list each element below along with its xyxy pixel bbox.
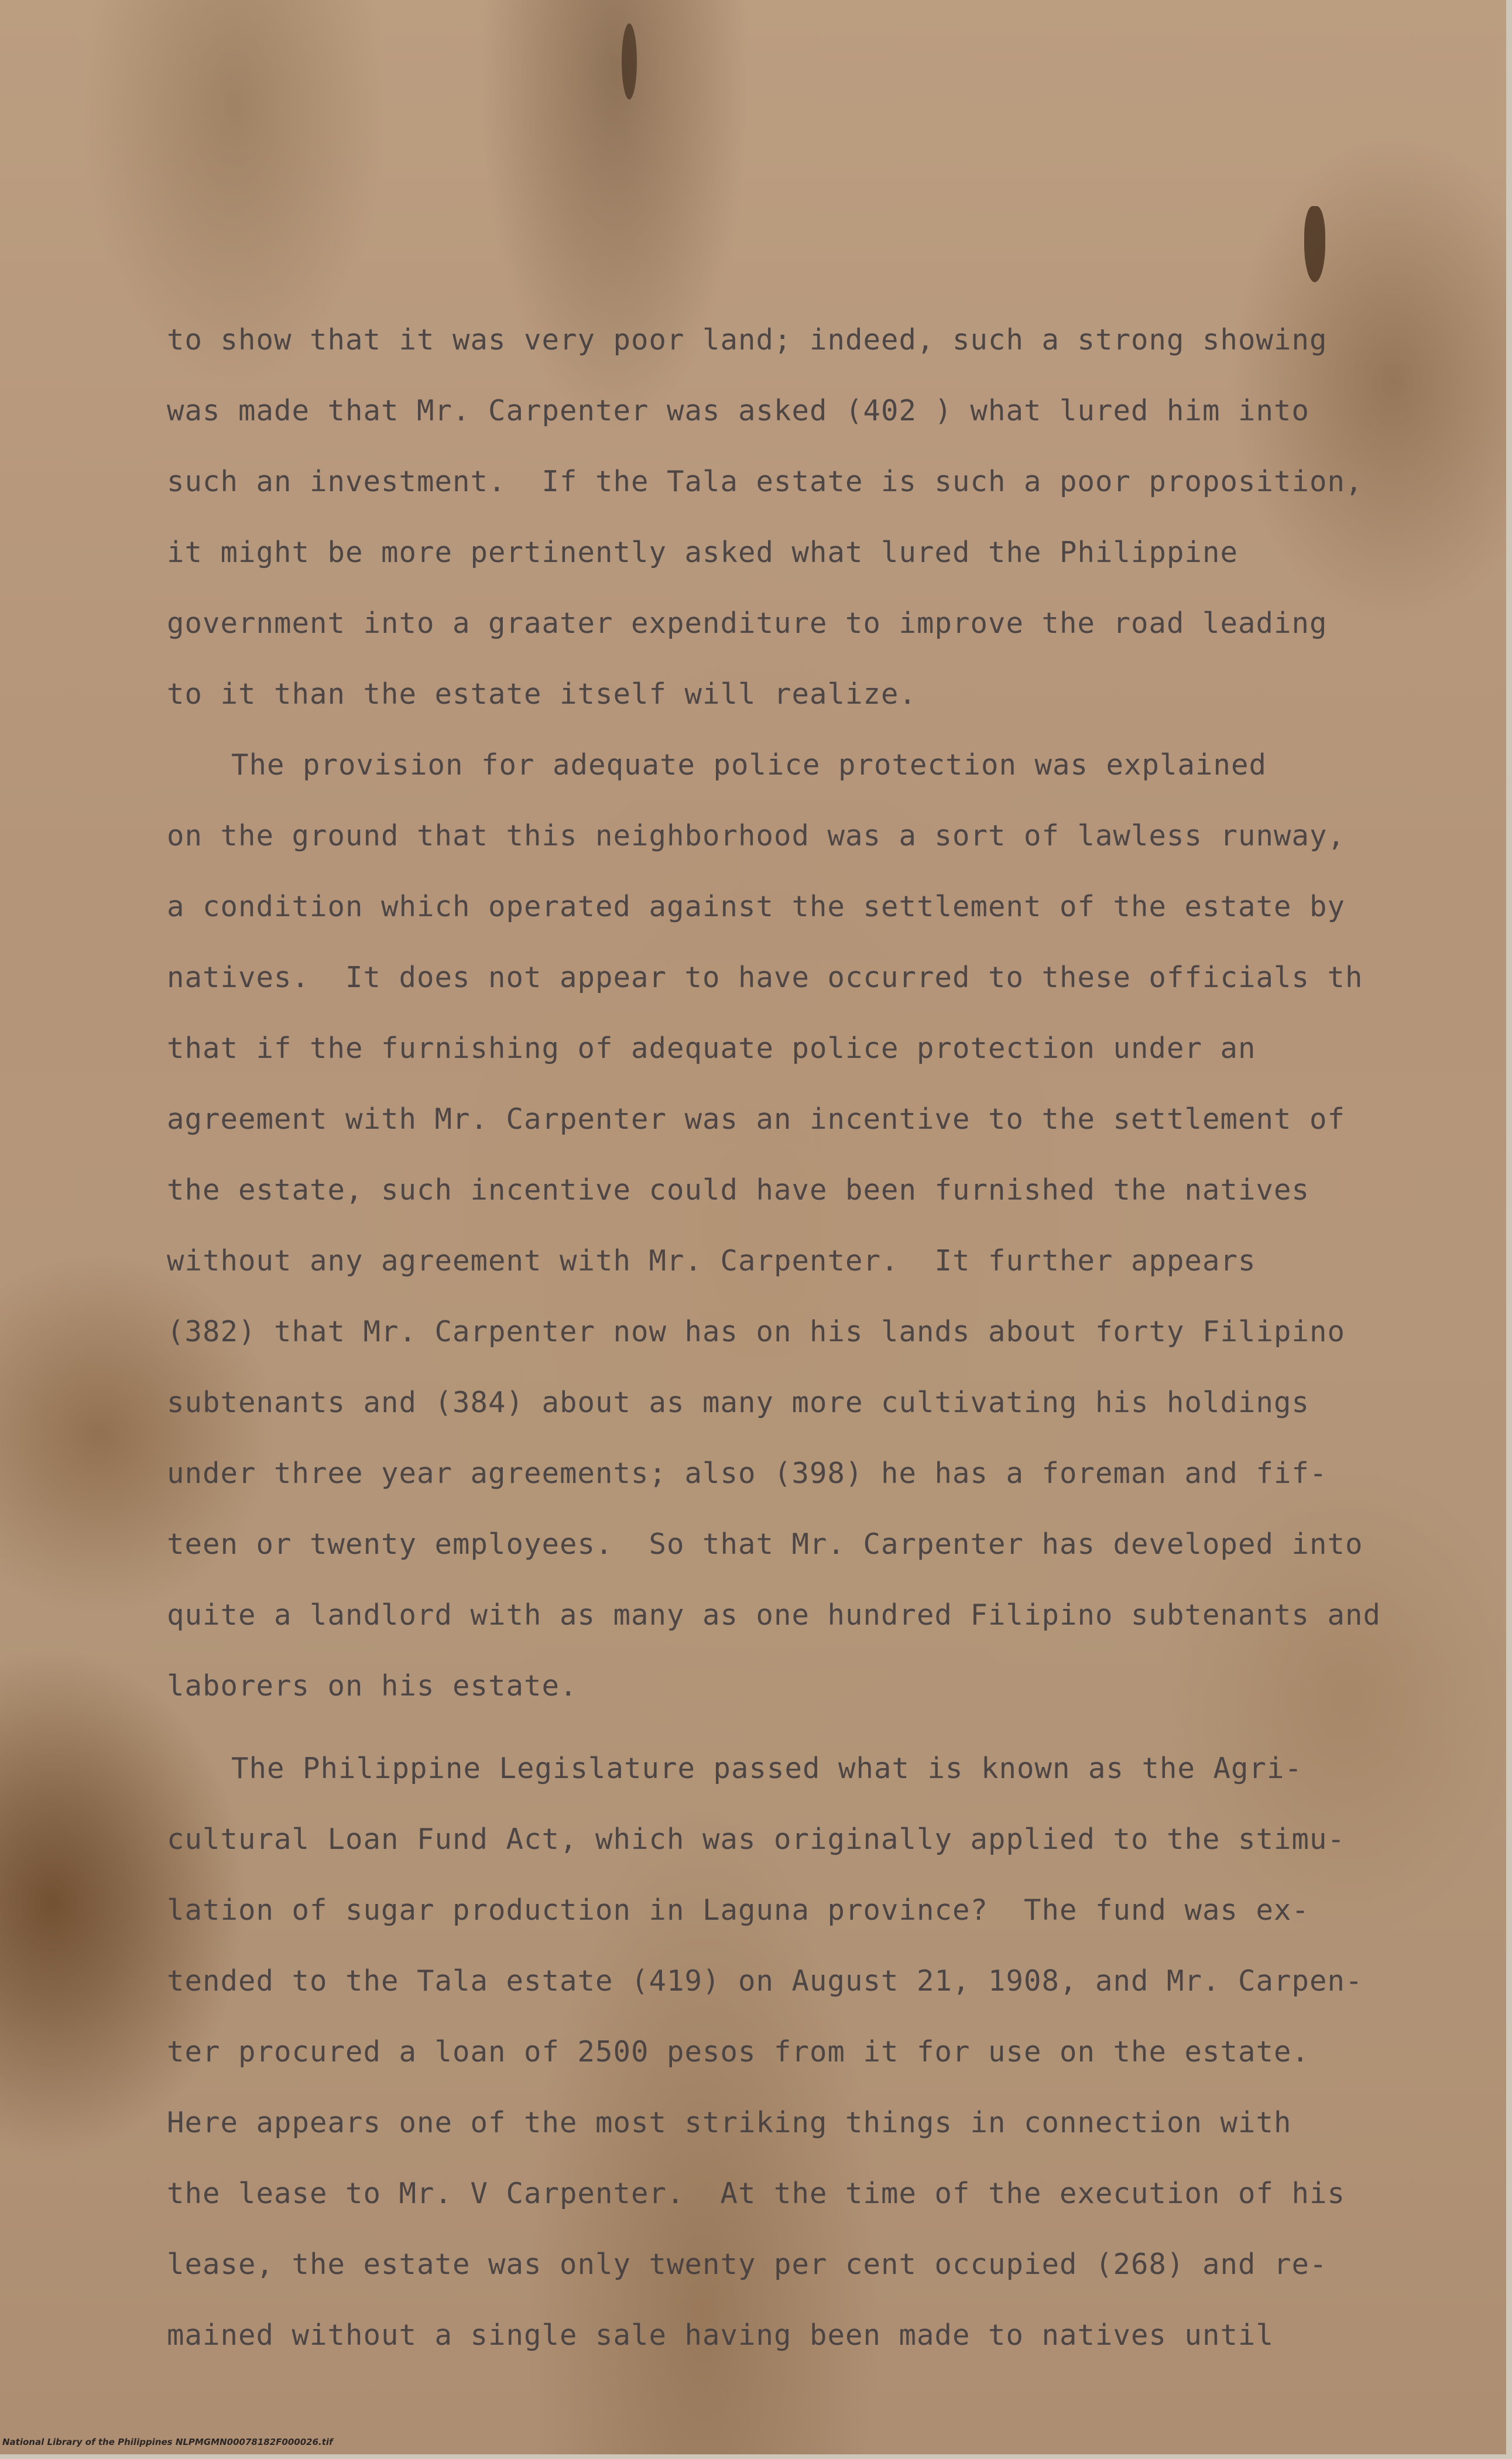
paragraph-3 [167,1733,1443,2371]
ink-blot [1304,206,1325,282]
text-line: laborers on his estate. [167,1669,578,1703]
text-line: natives. It does not appear to have occurred to these officials th [167,961,1363,994]
ink-smudge [622,23,637,100]
text-line: tended to the Tala estate (419) on August 21, 1908, and Mr. Carpen- [167,1964,1363,1998]
text-line: that if the furnishing of adequate police protection under an [167,1032,1256,1065]
text-line: government into a graater expenditure to improve the road leading [167,607,1328,640]
text-line: The provision for adequate police protection was explained [231,748,1267,782]
text-line: teen or twenty employees. So that Mr. Carpenter has developed into [167,1528,1363,1561]
text-line: without any agreement with Mr. Carpenter. It further appears [167,1244,1256,1278]
text-line: (382) that Mr. Carpenter now has on his lands about forty Filipino [167,1315,1346,1348]
text-line: to it than the estate itself will realize. [167,677,917,711]
text-line: Here appears one of the most striking things in connection with [167,2106,1292,2139]
text-line: a condition which operated against the settlement of the estate by [167,890,1346,923]
text-line: the lease to Mr. V Carpenter. At the time of the execution of his [167,2177,1346,2210]
archive-footer-caption: National Library of the Philippines NLPMGMN00078182F000026.tif [2,2437,333,2447]
paragraph-1 [167,304,1443,730]
text-line: on the ground that this neighborhood was a sort of lawless runway, [167,819,1346,852]
text-line: quite a landlord with as many as one hundred Filipino subtenants and [167,1598,1381,1632]
text-line: lease, the estate was only twenty per cent occupied (268) and re- [167,2248,1328,2281]
text-line: under three year agreements; also (398) he has a foreman and fif- [167,1457,1328,1490]
paragraph-spacer [167,1721,1443,1733]
text-line: subtenants and (384) about as many more cultivating his holdings [167,1386,1310,1419]
text-line: it might be more pertinently asked what lured the Philippine [167,536,1239,569]
text-line: mained without a single sale having been made to natives until [167,2318,1274,2352]
text-line: the estate, such incentive could have been furnished the natives [167,1173,1310,1207]
typed-text-body [167,304,1443,2371]
text-line: such an investment. If the Tala estate is such a poor proposition, [167,465,1363,498]
text-line: cultural Loan Fund Act, which was originally applied to the stimu- [167,1823,1346,1856]
text-line: The Philippine Legislature passed what is known as the Agri- [231,1752,1303,1785]
text-line: to show that it was very poor land; indeed, such a strong showing [167,323,1328,357]
text-line: agreement with Mr. Carpenter was an incentive to the settlement of [167,1102,1346,1136]
paragraph-2 [167,730,1443,1721]
text-line: lation of sugar production in Laguna province? The fund was ex- [167,1893,1310,1927]
text-line: ter procured a loan of 2500 pesos from it for use on the estate. [167,2035,1310,2068]
text-line: was made that Mr. Carpenter was asked (402 ) what lured him into [167,394,1310,427]
